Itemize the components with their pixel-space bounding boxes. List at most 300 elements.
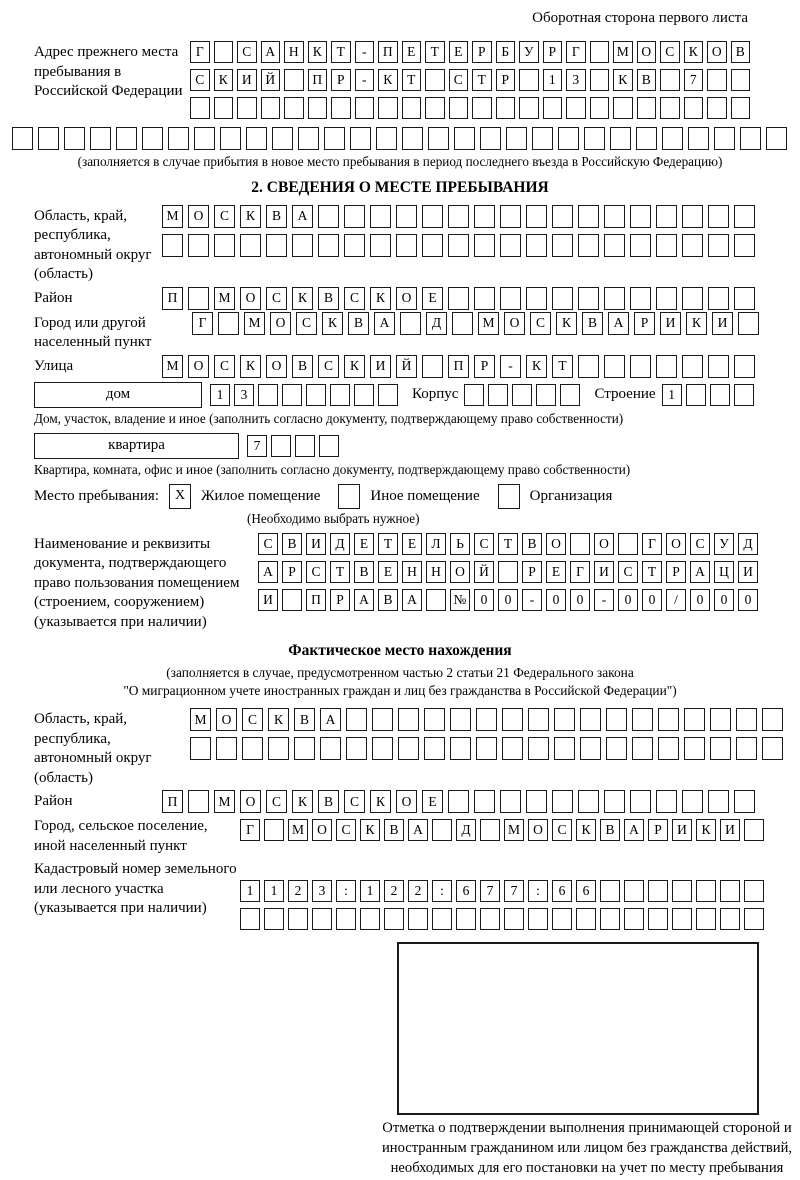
char-box[interactable]: [450, 708, 471, 731]
char-box[interactable]: [707, 69, 727, 91]
char-box[interactable]: [372, 708, 393, 731]
char-box[interactable]: М: [214, 287, 235, 310]
char-box[interactable]: С: [242, 708, 263, 731]
char-box[interactable]: С: [306, 561, 326, 583]
char-box[interactable]: [632, 737, 653, 760]
char-box[interactable]: [240, 908, 260, 930]
char-box[interactable]: [346, 708, 367, 731]
char-box[interactable]: [480, 819, 500, 841]
char-box[interactable]: [282, 384, 302, 406]
char-box[interactable]: Р: [496, 69, 516, 91]
char-box[interactable]: Т: [402, 69, 422, 91]
char-box[interactable]: Т: [425, 41, 445, 63]
char-box[interactable]: К: [684, 41, 704, 63]
char-box[interactable]: О: [266, 355, 287, 378]
char-box[interactable]: [710, 737, 731, 760]
char-box[interactable]: О: [270, 312, 291, 335]
char-box[interactable]: 0: [570, 589, 590, 611]
char-box[interactable]: [658, 737, 679, 760]
char-box[interactable]: [720, 880, 740, 902]
char-box[interactable]: К: [360, 819, 380, 841]
char-box[interactable]: [218, 312, 239, 335]
char-box[interactable]: [454, 127, 475, 150]
char-box[interactable]: Л: [426, 533, 446, 555]
char-box[interactable]: А: [258, 561, 278, 583]
char-box[interactable]: Т: [498, 533, 518, 555]
char-box[interactable]: [766, 127, 787, 150]
char-box[interactable]: П: [308, 69, 328, 91]
char-box[interactable]: [590, 97, 610, 119]
char-box[interactable]: К: [576, 819, 596, 841]
char-box[interactable]: [636, 127, 657, 150]
char-box[interactable]: [331, 97, 351, 119]
char-box[interactable]: [424, 737, 445, 760]
char-box[interactable]: Е: [449, 41, 469, 63]
char-box[interactable]: В: [384, 819, 404, 841]
char-box[interactable]: [242, 737, 263, 760]
char-box[interactable]: А: [608, 312, 629, 335]
char-box[interactable]: О: [666, 533, 686, 555]
char-box[interactable]: [402, 97, 422, 119]
char-box[interactable]: Й: [261, 69, 281, 91]
char-box[interactable]: П: [448, 355, 469, 378]
char-box[interactable]: Т: [330, 561, 350, 583]
char-box[interactable]: С: [530, 312, 551, 335]
char-box[interactable]: К: [292, 790, 313, 813]
char-box[interactable]: 0: [618, 589, 638, 611]
char-box[interactable]: Г: [240, 819, 260, 841]
char-box[interactable]: [261, 97, 281, 119]
char-box[interactable]: 1: [360, 880, 380, 902]
char-box[interactable]: С: [336, 819, 356, 841]
char-box[interactable]: О: [707, 41, 727, 63]
char-box[interactable]: [384, 908, 404, 930]
char-box[interactable]: [526, 287, 547, 310]
char-box[interactable]: [682, 234, 703, 257]
char-box[interactable]: О: [312, 819, 332, 841]
char-box[interactable]: [324, 127, 345, 150]
char-box[interactable]: 2: [288, 880, 308, 902]
char-box[interactable]: [576, 908, 596, 930]
char-box[interactable]: Р: [330, 589, 350, 611]
char-box[interactable]: С: [190, 69, 210, 91]
char-box[interactable]: Д: [738, 533, 758, 555]
char-box[interactable]: [320, 737, 341, 760]
char-box[interactable]: 3: [234, 384, 254, 406]
char-box[interactable]: [452, 312, 473, 335]
char-box[interactable]: И: [594, 561, 614, 583]
char-box[interactable]: -: [594, 589, 614, 611]
char-box[interactable]: [528, 708, 549, 731]
char-box[interactable]: [630, 287, 651, 310]
char-box[interactable]: [734, 384, 754, 406]
char-box[interactable]: Р: [474, 355, 495, 378]
char-box[interactable]: 1: [210, 384, 230, 406]
char-box[interactable]: 0: [714, 589, 734, 611]
char-box[interactable]: [268, 737, 289, 760]
char-box[interactable]: С: [258, 533, 278, 555]
char-box[interactable]: [214, 41, 234, 63]
char-box[interactable]: И: [712, 312, 733, 335]
char-box[interactable]: Е: [378, 561, 398, 583]
char-box[interactable]: [425, 97, 445, 119]
char-box[interactable]: [346, 737, 367, 760]
char-box[interactable]: О: [240, 287, 261, 310]
char-box[interactable]: [762, 737, 783, 760]
char-box[interactable]: 2: [408, 880, 428, 902]
char-box[interactable]: М: [190, 708, 211, 731]
char-box[interactable]: -: [355, 41, 375, 63]
char-box[interactable]: [476, 737, 497, 760]
char-box[interactable]: 1: [662, 384, 682, 406]
char-box[interactable]: [370, 205, 391, 228]
char-box[interactable]: М: [478, 312, 499, 335]
char-box[interactable]: [648, 880, 668, 902]
char-box[interactable]: [500, 287, 521, 310]
char-box[interactable]: [578, 205, 599, 228]
char-box[interactable]: [734, 234, 755, 257]
char-box[interactable]: 6: [576, 880, 596, 902]
char-box[interactable]: [672, 908, 692, 930]
char-box[interactable]: В: [582, 312, 603, 335]
char-box[interactable]: Т: [642, 561, 662, 583]
char-box[interactable]: [500, 234, 521, 257]
char-box[interactable]: [566, 97, 586, 119]
char-box[interactable]: [738, 312, 759, 335]
char-box[interactable]: К: [378, 69, 398, 91]
char-box[interactable]: К: [268, 708, 289, 731]
char-box[interactable]: М: [162, 205, 183, 228]
char-box[interactable]: Т: [331, 41, 351, 63]
char-box[interactable]: [570, 533, 590, 555]
char-box[interactable]: [543, 97, 563, 119]
char-box[interactable]: [526, 205, 547, 228]
char-box[interactable]: П: [162, 790, 183, 813]
char-box[interactable]: Г: [570, 561, 590, 583]
char-box[interactable]: [312, 908, 332, 930]
char-box[interactable]: [526, 234, 547, 257]
char-box[interactable]: Р: [331, 69, 351, 91]
char-box[interactable]: [306, 384, 326, 406]
char-box[interactable]: А: [408, 819, 428, 841]
char-box[interactable]: С: [344, 287, 365, 310]
char-box[interactable]: [682, 287, 703, 310]
checkbox-other-premises[interactable]: [338, 484, 360, 509]
char-box[interactable]: [188, 790, 209, 813]
char-box[interactable]: -: [522, 589, 542, 611]
char-box[interactable]: [630, 355, 651, 378]
char-box[interactable]: Т: [472, 69, 492, 91]
char-box[interactable]: 3: [566, 69, 586, 91]
char-box[interactable]: [456, 908, 476, 930]
char-box[interactable]: Р: [282, 561, 302, 583]
char-box[interactable]: В: [348, 312, 369, 335]
char-box[interactable]: В: [600, 819, 620, 841]
char-box[interactable]: [580, 708, 601, 731]
char-box[interactable]: 7: [480, 880, 500, 902]
char-box[interactable]: М: [288, 819, 308, 841]
char-box[interactable]: Р: [634, 312, 655, 335]
char-box[interactable]: [355, 97, 375, 119]
char-box[interactable]: [604, 234, 625, 257]
char-box[interactable]: К: [322, 312, 343, 335]
char-box[interactable]: [330, 384, 350, 406]
char-box[interactable]: [284, 69, 304, 91]
char-box[interactable]: [736, 737, 757, 760]
char-box[interactable]: [402, 127, 423, 150]
char-box[interactable]: [731, 97, 751, 119]
char-box[interactable]: [528, 908, 548, 930]
char-box[interactable]: [448, 790, 469, 813]
char-box[interactable]: 2: [384, 880, 404, 902]
checkbox-organization[interactable]: [498, 484, 520, 509]
char-box[interactable]: [606, 708, 627, 731]
char-box[interactable]: [658, 708, 679, 731]
char-box[interactable]: [536, 384, 556, 406]
char-box[interactable]: М: [244, 312, 265, 335]
char-box[interactable]: С: [552, 819, 572, 841]
char-box[interactable]: [464, 384, 484, 406]
char-box[interactable]: [318, 234, 339, 257]
char-box[interactable]: [116, 127, 137, 150]
char-box[interactable]: [662, 127, 683, 150]
char-box[interactable]: [682, 205, 703, 228]
char-box[interactable]: [710, 384, 730, 406]
char-box[interactable]: О: [450, 561, 470, 583]
char-box[interactable]: [408, 908, 428, 930]
char-box[interactable]: [731, 69, 751, 91]
char-box[interactable]: [660, 69, 680, 91]
char-box[interactable]: И: [672, 819, 692, 841]
char-box[interactable]: [264, 819, 284, 841]
char-box[interactable]: [744, 819, 764, 841]
char-box[interactable]: [266, 234, 287, 257]
char-box[interactable]: Е: [402, 41, 422, 63]
char-box[interactable]: С: [237, 41, 257, 63]
char-box[interactable]: С: [318, 355, 339, 378]
char-box[interactable]: С: [266, 287, 287, 310]
char-box[interactable]: 0: [546, 589, 566, 611]
char-box[interactable]: К: [344, 355, 365, 378]
char-box[interactable]: Ь: [450, 533, 470, 555]
char-box[interactable]: [734, 790, 755, 813]
char-box[interactable]: 3: [312, 880, 332, 902]
char-box[interactable]: Г: [566, 41, 586, 63]
char-box[interactable]: [350, 127, 371, 150]
char-box[interactable]: [284, 97, 304, 119]
char-box[interactable]: [656, 205, 677, 228]
char-box[interactable]: К: [613, 69, 633, 91]
char-box[interactable]: [190, 97, 210, 119]
char-box[interactable]: В: [282, 533, 302, 555]
char-box[interactable]: [480, 908, 500, 930]
char-box[interactable]: [308, 97, 328, 119]
char-box[interactable]: [496, 97, 516, 119]
char-box[interactable]: [500, 790, 521, 813]
char-box[interactable]: [637, 97, 657, 119]
char-box[interactable]: [744, 908, 764, 930]
char-box[interactable]: А: [374, 312, 395, 335]
char-box[interactable]: 1: [543, 69, 563, 91]
char-box[interactable]: [696, 908, 716, 930]
char-box[interactable]: -: [500, 355, 521, 378]
char-box[interactable]: В: [318, 287, 339, 310]
char-box[interactable]: [400, 312, 421, 335]
char-box[interactable]: 7: [504, 880, 524, 902]
char-box[interactable]: [656, 790, 677, 813]
char-box[interactable]: [288, 908, 308, 930]
char-box[interactable]: [584, 127, 605, 150]
char-box[interactable]: В: [731, 41, 751, 63]
char-box[interactable]: М: [504, 819, 524, 841]
char-box[interactable]: Б: [496, 41, 516, 63]
char-box[interactable]: [613, 97, 633, 119]
char-box[interactable]: К: [308, 41, 328, 63]
char-box[interactable]: [708, 355, 729, 378]
char-box[interactable]: [580, 737, 601, 760]
char-box[interactable]: [630, 790, 651, 813]
char-box[interactable]: [354, 384, 374, 406]
char-box[interactable]: О: [546, 533, 566, 555]
char-box[interactable]: С: [474, 533, 494, 555]
char-box[interactable]: [432, 908, 452, 930]
char-box[interactable]: 6: [456, 880, 476, 902]
char-box[interactable]: К: [556, 312, 577, 335]
char-box[interactable]: Г: [642, 533, 662, 555]
char-box[interactable]: С: [449, 69, 469, 91]
char-box[interactable]: [618, 533, 638, 555]
char-box[interactable]: [422, 355, 443, 378]
char-box[interactable]: [498, 561, 518, 583]
char-box[interactable]: [376, 127, 397, 150]
char-box[interactable]: [590, 69, 610, 91]
char-box[interactable]: [378, 384, 398, 406]
char-box[interactable]: Д: [426, 312, 447, 335]
char-box[interactable]: [648, 908, 668, 930]
char-box[interactable]: [502, 708, 523, 731]
char-box[interactable]: 7: [684, 69, 704, 91]
char-box[interactable]: [480, 127, 501, 150]
char-box[interactable]: О: [216, 708, 237, 731]
char-box[interactable]: С: [214, 205, 235, 228]
char-box[interactable]: [604, 205, 625, 228]
char-box[interactable]: [686, 384, 706, 406]
char-box[interactable]: [488, 384, 508, 406]
char-box[interactable]: 0: [690, 589, 710, 611]
char-box[interactable]: [298, 127, 319, 150]
char-box[interactable]: Е: [422, 287, 443, 310]
char-box[interactable]: В: [522, 533, 542, 555]
char-box[interactable]: [472, 97, 492, 119]
char-box[interactable]: [708, 287, 729, 310]
char-box[interactable]: [294, 737, 315, 760]
char-box[interactable]: [736, 708, 757, 731]
char-box[interactable]: М: [214, 790, 235, 813]
char-box[interactable]: [474, 790, 495, 813]
char-box[interactable]: [512, 384, 532, 406]
char-box[interactable]: [422, 205, 443, 228]
char-box[interactable]: [344, 205, 365, 228]
char-box[interactable]: О: [528, 819, 548, 841]
char-box[interactable]: О: [396, 287, 417, 310]
char-box[interactable]: [64, 127, 85, 150]
char-box[interactable]: [448, 234, 469, 257]
char-box[interactable]: А: [354, 589, 374, 611]
char-box[interactable]: [425, 69, 445, 91]
char-box[interactable]: [630, 234, 651, 257]
char-box[interactable]: [762, 708, 783, 731]
char-box[interactable]: [656, 355, 677, 378]
char-box[interactable]: [396, 234, 417, 257]
char-box[interactable]: [656, 287, 677, 310]
char-box[interactable]: Т: [378, 533, 398, 555]
char-box[interactable]: К: [370, 790, 391, 813]
char-box[interactable]: Й: [474, 561, 494, 583]
char-box[interactable]: 1: [240, 880, 260, 902]
char-box[interactable]: [578, 287, 599, 310]
char-box[interactable]: [474, 234, 495, 257]
char-box[interactable]: [476, 708, 497, 731]
char-box[interactable]: [710, 708, 731, 731]
char-box[interactable]: [188, 234, 209, 257]
char-box[interactable]: [426, 589, 446, 611]
char-box[interactable]: [600, 880, 620, 902]
char-box[interactable]: О: [188, 205, 209, 228]
char-box[interactable]: П: [162, 287, 183, 310]
char-box[interactable]: [606, 737, 627, 760]
char-box[interactable]: И: [237, 69, 257, 91]
char-box[interactable]: П: [306, 589, 326, 611]
char-box[interactable]: [448, 205, 469, 228]
char-box[interactable]: Е: [402, 533, 422, 555]
char-box[interactable]: О: [637, 41, 657, 63]
char-box[interactable]: [422, 234, 443, 257]
char-box[interactable]: [660, 97, 680, 119]
char-box[interactable]: [240, 234, 261, 257]
char-box[interactable]: [624, 908, 644, 930]
char-box[interactable]: [258, 384, 278, 406]
char-box[interactable]: Н: [402, 561, 422, 583]
char-box[interactable]: [734, 287, 755, 310]
char-box[interactable]: Р: [543, 41, 563, 63]
char-box[interactable]: Р: [666, 561, 686, 583]
char-box[interactable]: Р: [648, 819, 668, 841]
char-box[interactable]: А: [402, 589, 422, 611]
char-box[interactable]: [474, 205, 495, 228]
char-box[interactable]: 0: [474, 589, 494, 611]
char-box[interactable]: [684, 737, 705, 760]
char-box[interactable]: Г: [190, 41, 210, 63]
char-box[interactable]: Н: [426, 561, 446, 583]
char-box[interactable]: Р: [522, 561, 542, 583]
char-box[interactable]: 0: [738, 589, 758, 611]
char-box[interactable]: [532, 127, 553, 150]
char-box[interactable]: [708, 205, 729, 228]
char-box[interactable]: К: [240, 355, 261, 378]
char-box[interactable]: [552, 287, 573, 310]
char-box[interactable]: 0: [498, 589, 518, 611]
char-box[interactable]: Н: [284, 41, 304, 63]
char-box[interactable]: [688, 127, 709, 150]
char-box[interactable]: [271, 435, 291, 457]
char-box[interactable]: Т: [552, 355, 573, 378]
char-box[interactable]: Е: [354, 533, 374, 555]
char-box[interactable]: [450, 737, 471, 760]
char-box[interactable]: [682, 355, 703, 378]
char-box[interactable]: К: [240, 205, 261, 228]
char-box[interactable]: [216, 737, 237, 760]
checkbox-residential[interactable]: X: [169, 484, 191, 509]
